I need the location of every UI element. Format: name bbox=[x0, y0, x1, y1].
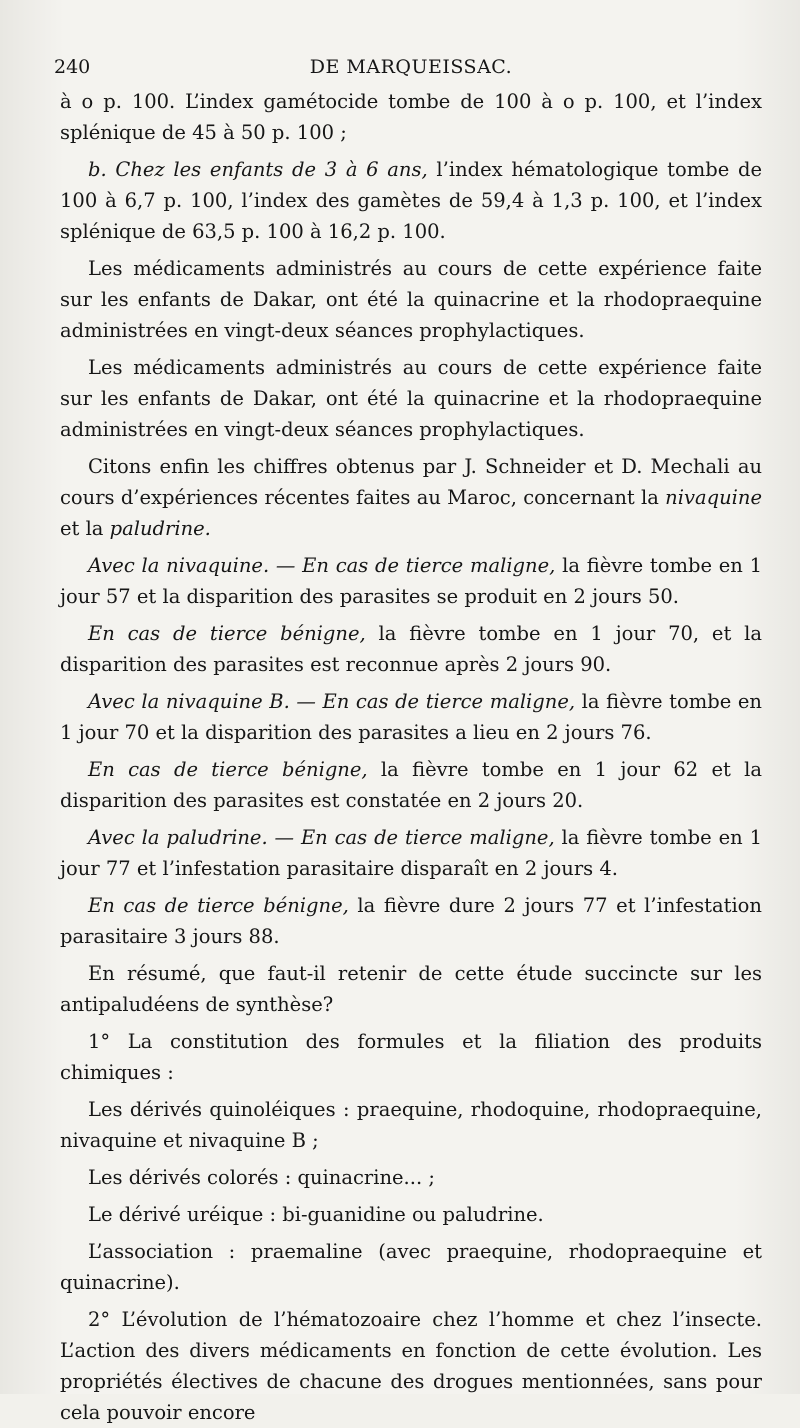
paragraph-lead-italic: En cas de tierce bénigne, bbox=[88, 622, 366, 645]
paragraph bbox=[60, 958, 762, 1020]
paragraph-text: l’index hématologique tombe de 100 à 6,7 p. 100, l’index des gamètes de 59,4 à 1,3 p. 100, et l’index splénique de 63,5 p. 100 à 16,2 p. 100. bbox=[60, 158, 762, 243]
paragraph-lead-italic: Avec la paludrine. — En cas de tierce maligne, bbox=[88, 826, 555, 849]
paragraph-text: la fièvre tombe en 1 jour 57 et la disparition des parasites se produit en 2 jours 50. bbox=[60, 554, 763, 608]
paragraph-lead-italic: En cas de tierce bénigne, bbox=[88, 894, 349, 917]
paragraph-text: et la bbox=[60, 517, 110, 540]
paragraph bbox=[60, 1236, 762, 1298]
paragraph bbox=[60, 86, 762, 148]
running-title: DE MARQUEISSAC. bbox=[309, 56, 513, 78]
paragraph-text: L’association : praemaline (avec praequine, rhodopraequine et quinacrine). bbox=[60, 1240, 762, 1294]
paragraph bbox=[60, 1162, 762, 1193]
paragraph bbox=[60, 154, 762, 247]
paragraph bbox=[60, 890, 762, 952]
paragraph bbox=[60, 253, 762, 346]
paragraph bbox=[60, 1199, 762, 1230]
paragraph bbox=[60, 1026, 762, 1088]
page-number: 240 bbox=[54, 56, 91, 78]
paragraph bbox=[60, 550, 762, 612]
paragraph-lead-italic: Avec la nivaquine B. — En cas de tierce maligne, bbox=[88, 690, 576, 713]
paragraph-text: la fièvre tombe en 1 jour 77 et l’infestation parasitaire disparaît en 2 jours 4. bbox=[60, 826, 762, 880]
paragraph-text: à o p. 100. L’index gamétocide tombe de 100 à o p. 100, et l’index splénique de 45 à 50 p. 100 ; bbox=[60, 90, 762, 144]
page-header bbox=[54, 46, 762, 86]
paragraph bbox=[60, 618, 762, 680]
paragraph-text: la fièvre tombe en 1 jour 70, et la disparition des parasites est reconnue après 2 jours 90. bbox=[60, 622, 762, 676]
paragraph bbox=[60, 822, 762, 884]
paragraph-lead-italic: b. Chez les enfants de 3 à 6 ans, bbox=[88, 158, 428, 181]
paragraph-text: Les dérivés colorés : quinacrine... ; bbox=[88, 1166, 435, 1189]
paragraph-text: Le dérivé uréique : bi-guanidine ou paludrine. bbox=[88, 1203, 544, 1226]
paragraph bbox=[60, 754, 762, 816]
paragraph-text: Les dérivés quinoléiques : praequine, rhodoquine, rhodopraequine, nivaquine et nivaquine B ; bbox=[60, 1098, 762, 1152]
paragraph bbox=[60, 352, 762, 445]
paragraph-text: 1° La constitution des formules et la filiation des produits chimiques : bbox=[60, 1030, 762, 1084]
paragraph-text: Citons enfin les chiffres obtenus par J. Schneider et D. Mechali au cours d’expériences récentes faites au Maroc, concernant la bbox=[60, 455, 762, 509]
paragraph-text: Les médicaments administrés au cours de cette expérience faite sur les enfants de Dakar, ont été la quinacrine et la rhodopraequine administrées en vingt-deux séances prophylactiques. bbox=[60, 257, 762, 342]
paragraph bbox=[60, 1304, 762, 1428]
paragraph bbox=[60, 1094, 762, 1156]
paragraph-text: En résumé, que faut-il retenir de cette étude succincte sur les antipaludéens de synthèse? bbox=[60, 962, 762, 1016]
paragraph bbox=[60, 686, 762, 748]
italic-term: nivaquine bbox=[665, 486, 762, 509]
paragraph-text: 2° L’évolution de l’hématozoaire chez l’homme et chez l’insecte. L’action des divers médicaments en fonction de cette évolution. Les propriétés électives de chacune des drogues mentionnées, sans pour cela pouvoir encore bbox=[60, 1308, 762, 1424]
paragraph-lead-italic: Avec la nivaquine. — En cas de tierce maligne, bbox=[88, 554, 556, 577]
italic-term: paludrine. bbox=[109, 517, 211, 540]
paragraph bbox=[60, 451, 762, 544]
paragraph-text: la fièvre tombe en 1 jour 70 et la disparition des parasites a lieu en 2 jours 76. bbox=[60, 690, 762, 744]
paragraph-text: la fièvre tombe en 1 jour 62 et la disparition des parasites est constatée en 2 jours 20. bbox=[60, 758, 762, 812]
paragraph-lead-italic: En cas de tierce bénigne, bbox=[88, 758, 368, 781]
paragraph-text: la fièvre dure 2 jours 77 et l’infestation parasitaire 3 jours 88. bbox=[60, 894, 762, 948]
page-body bbox=[60, 86, 762, 1428]
paragraph-text: Les médicaments administrés au cours de cette expérience faite sur les enfants de Dakar, ont été la quinacrine et la rhodopraequine administrées en vingt-deux séances prophylactiques. bbox=[60, 356, 762, 441]
